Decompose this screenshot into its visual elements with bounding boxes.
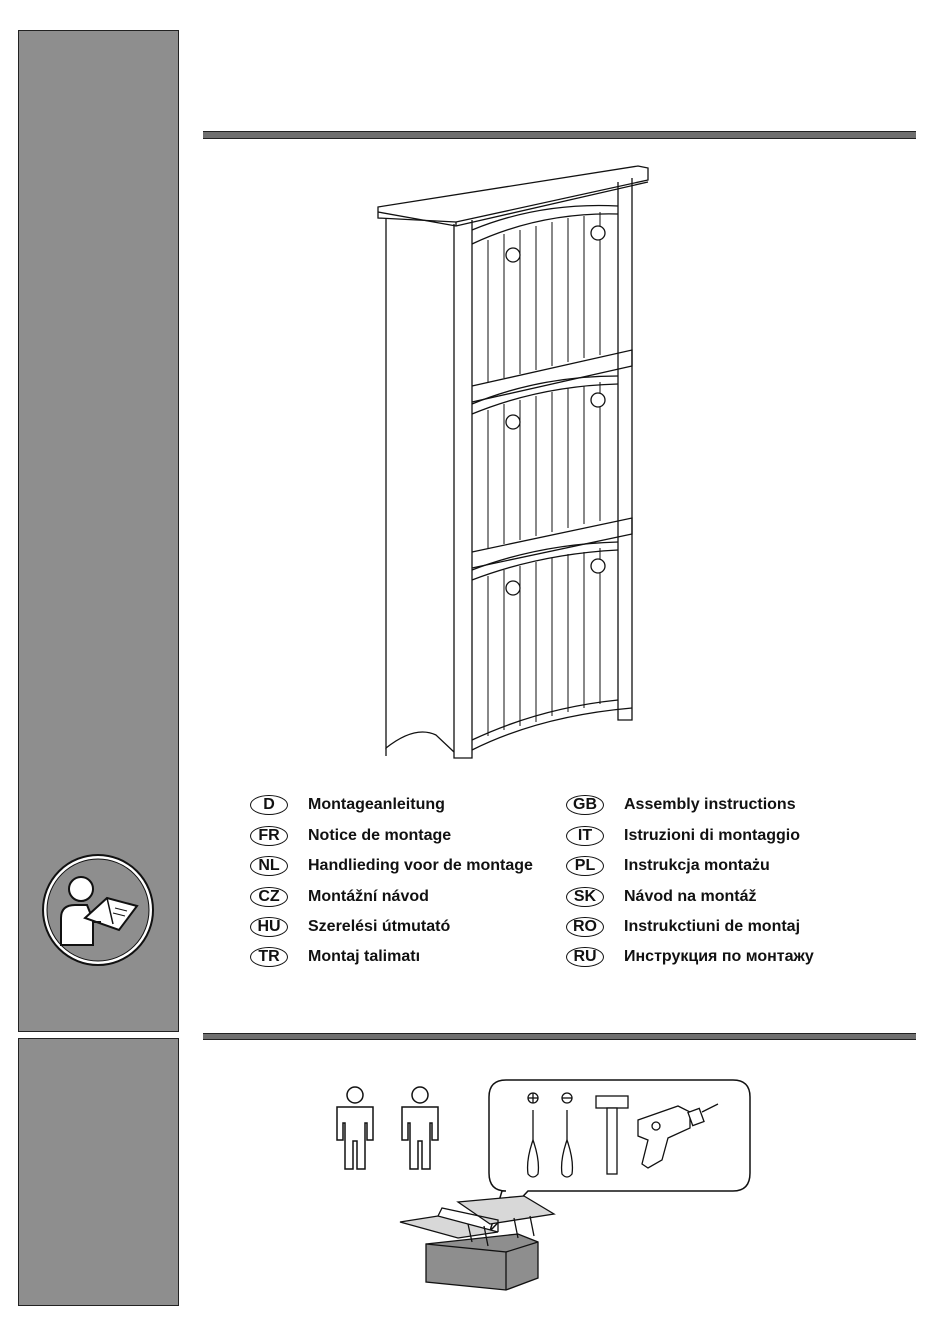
toolbox-icon	[398, 1194, 558, 1292]
lang-label: Instrukcja montażu	[624, 857, 770, 874]
hammer-icon	[594, 1094, 630, 1178]
lang-code: RU	[566, 947, 604, 967]
lang-code: HU	[250, 917, 288, 937]
phillips-screwdriver-icon	[522, 1092, 544, 1182]
cabinet-drawing	[370, 160, 660, 770]
lang-code: NL	[250, 856, 288, 876]
lang-row-ru	[566, 945, 814, 969]
lang-row-hu	[250, 915, 450, 939]
lang-code: PL	[566, 856, 604, 876]
lang-label: Montaj talimatı	[308, 948, 421, 965]
drill-icon	[632, 1098, 722, 1174]
lang-code: D	[250, 795, 288, 815]
lang-label: Инструкция по монтажу	[624, 948, 814, 965]
lang-row-ro	[566, 915, 800, 939]
lang-row-fr	[250, 824, 451, 848]
lang-label: Instrukctiuni de montaj	[624, 918, 801, 935]
two-persons-icon	[330, 1085, 445, 1175]
side-panel-bottom	[18, 1038, 179, 1306]
lang-row-d	[250, 793, 445, 817]
lang-row-pl	[566, 854, 770, 878]
lang-code: TR	[250, 947, 288, 967]
lang-code: FR	[250, 826, 288, 846]
lang-row-cz	[250, 885, 429, 909]
lang-code: SK	[566, 887, 604, 907]
lang-row-tr	[250, 945, 420, 969]
lang-code: CZ	[250, 887, 288, 907]
read-manual-icon	[41, 850, 156, 970]
flat-screwdriver-icon	[556, 1092, 578, 1182]
lang-label: Assembly instructions	[624, 796, 796, 813]
lang-label: Notice de montage	[308, 827, 452, 844]
section-rule	[203, 1033, 916, 1040]
lang-label: Istruzioni di montaggio	[624, 827, 800, 844]
header-rule	[203, 131, 916, 139]
lang-code: IT	[566, 826, 604, 846]
lang-label: Návod na montáž	[624, 888, 757, 905]
lang-label: Szerelési útmutató	[308, 918, 451, 935]
lang-label: Montageanleitung	[308, 796, 445, 813]
lang-label: Montážní návod	[308, 888, 429, 905]
lang-code: GB	[566, 795, 604, 815]
lang-row-sk	[566, 885, 756, 909]
lang-label: Handlieding voor de montage	[308, 857, 533, 874]
lang-row-it	[566, 824, 800, 848]
lang-code: RO	[566, 917, 604, 937]
lang-row-nl	[250, 854, 533, 878]
lang-row-gb	[566, 793, 796, 817]
